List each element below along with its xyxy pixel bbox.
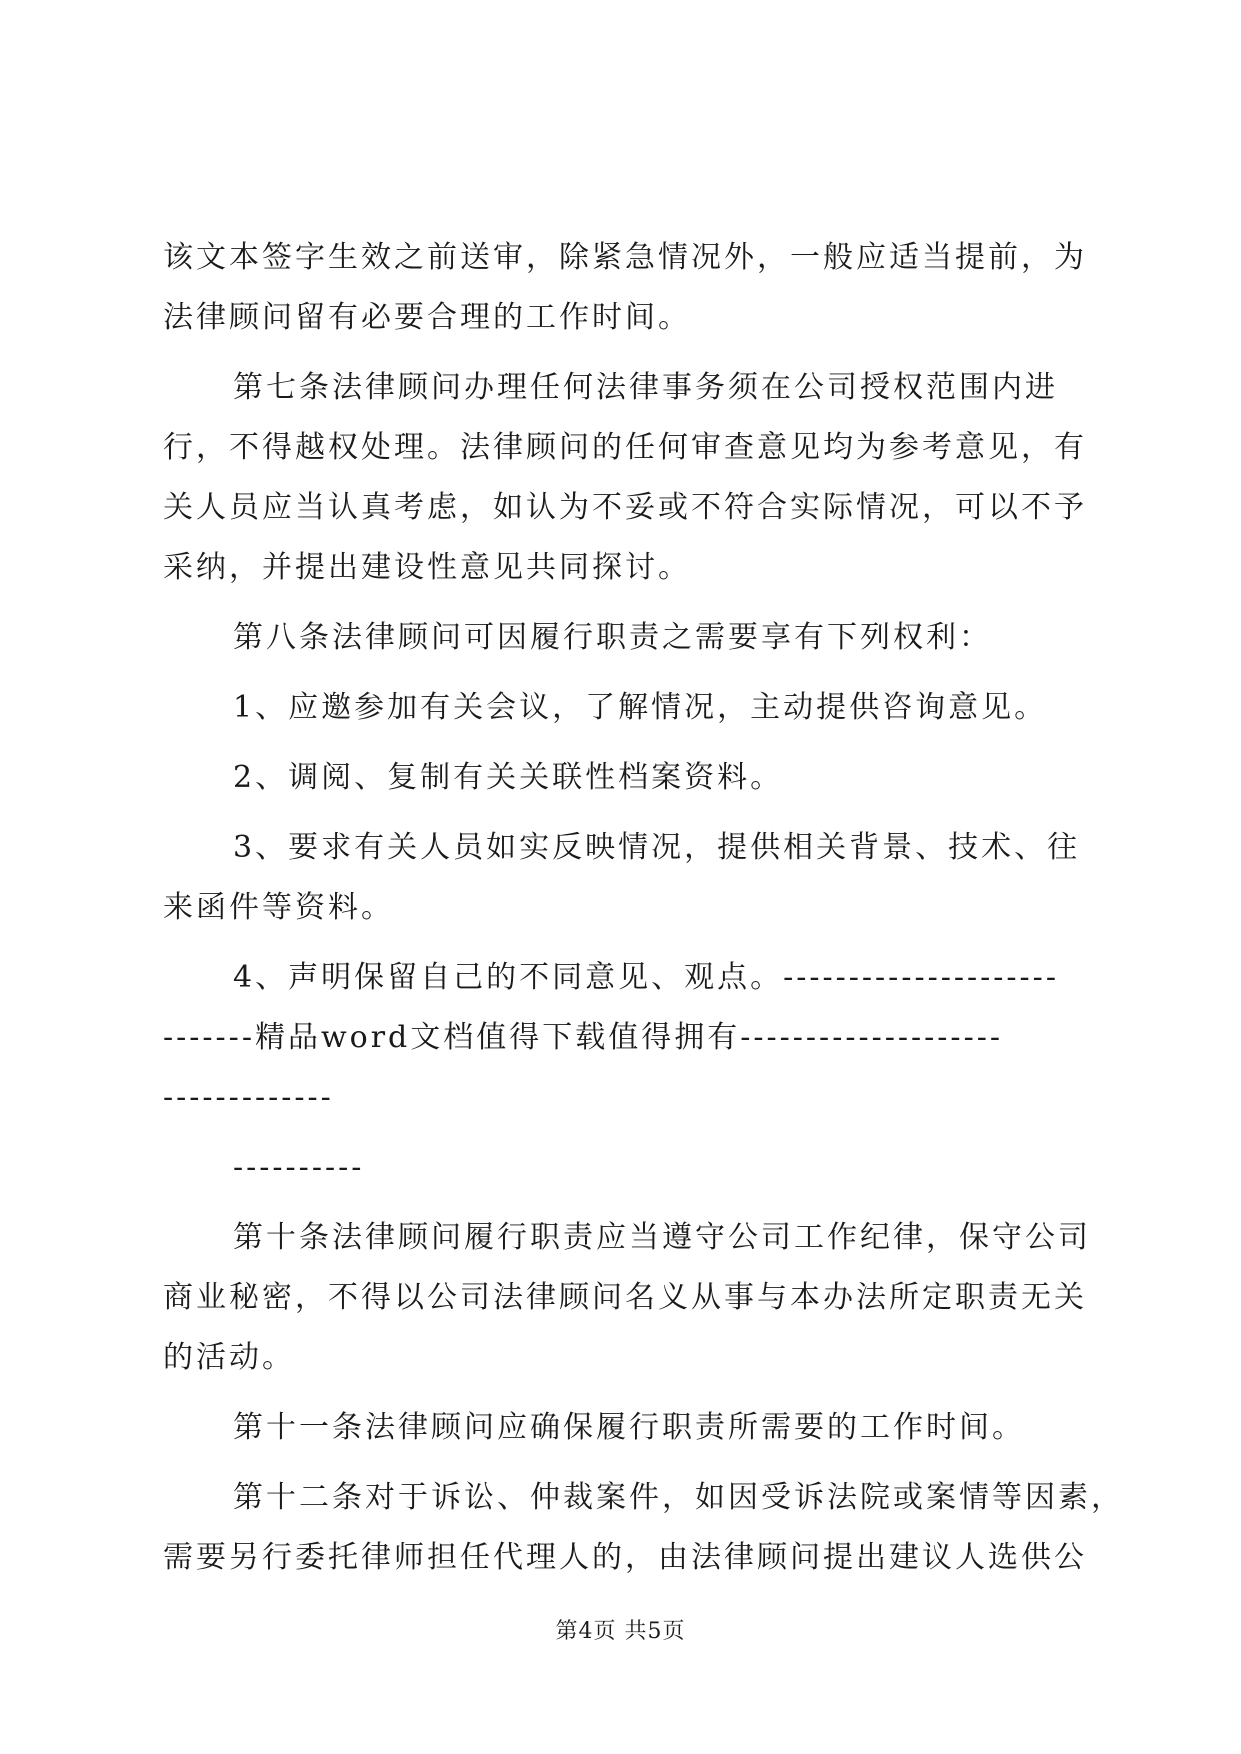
- dash-line: ----------: [233, 1150, 365, 1185]
- text-line: 来函件等资料。: [163, 890, 394, 925]
- article-7-line: 第七条法律顾问办理任何法律事务须在公司授权范围内进: [233, 370, 1058, 405]
- article-8-line: 第八条法律顾问可因履行职责之需要享有下列权利：: [233, 620, 992, 655]
- list-item-2: 2、调阅、复制有关关联性档案资料。: [233, 760, 784, 795]
- dash-line: -------------: [163, 1080, 334, 1115]
- text-line: 该文本签字生效之前送审，除紧急情况外，一般应适当提前，为: [163, 240, 1087, 275]
- article-12-line: 第十二条对于诉讼、仲裁案件，如因受诉法院或案情等因素，: [233, 1480, 1124, 1515]
- text-line: 关人员应当认真考虑，如认为不妥或不符合实际情况，可以不予: [163, 490, 1087, 525]
- article-10-line: 第十条法律顾问履行职责应当遵守公司工作纪律，保守公司: [233, 1220, 1091, 1255]
- article-11-line: 第十一条法律顾问应确保履行职责所需要的工作时间。: [233, 1410, 1025, 1445]
- list-item-4: 4、声明保留自己的不同意见、观点。---------------------: [233, 960, 1059, 995]
- watermark-text-line: -------精品word文档值得下载值得拥有--------------------: [163, 1020, 1003, 1055]
- text-line: 需要另行委托律师担任代理人的，由法律顾问提出建议人选供公: [163, 1540, 1087, 1575]
- text-line: 法律顾问留有必要合理的工作时间。: [163, 300, 691, 335]
- list-item-1: 1、应邀参加有关会议，了解情况，主动提供咨询意见。: [233, 690, 1048, 725]
- text-line: 采纳，并提出建设性意见共同探讨。: [163, 550, 691, 585]
- document-body: [163, 228, 1124, 1588]
- page-number-footer: 第4页 共5页: [555, 1619, 686, 1644]
- text-line: 行，不得越权处理。法律顾问的任何审查意见均为参考意见，有: [163, 430, 1087, 465]
- list-item-3: 3、要求有关人员如实反映情况，提供相关背景、技术、往: [233, 830, 1081, 865]
- text-line: 商业秘密，不得以公司法律顾问名义从事与本办法所定职责无关: [163, 1280, 1087, 1315]
- text-line: 的活动。: [163, 1340, 295, 1375]
